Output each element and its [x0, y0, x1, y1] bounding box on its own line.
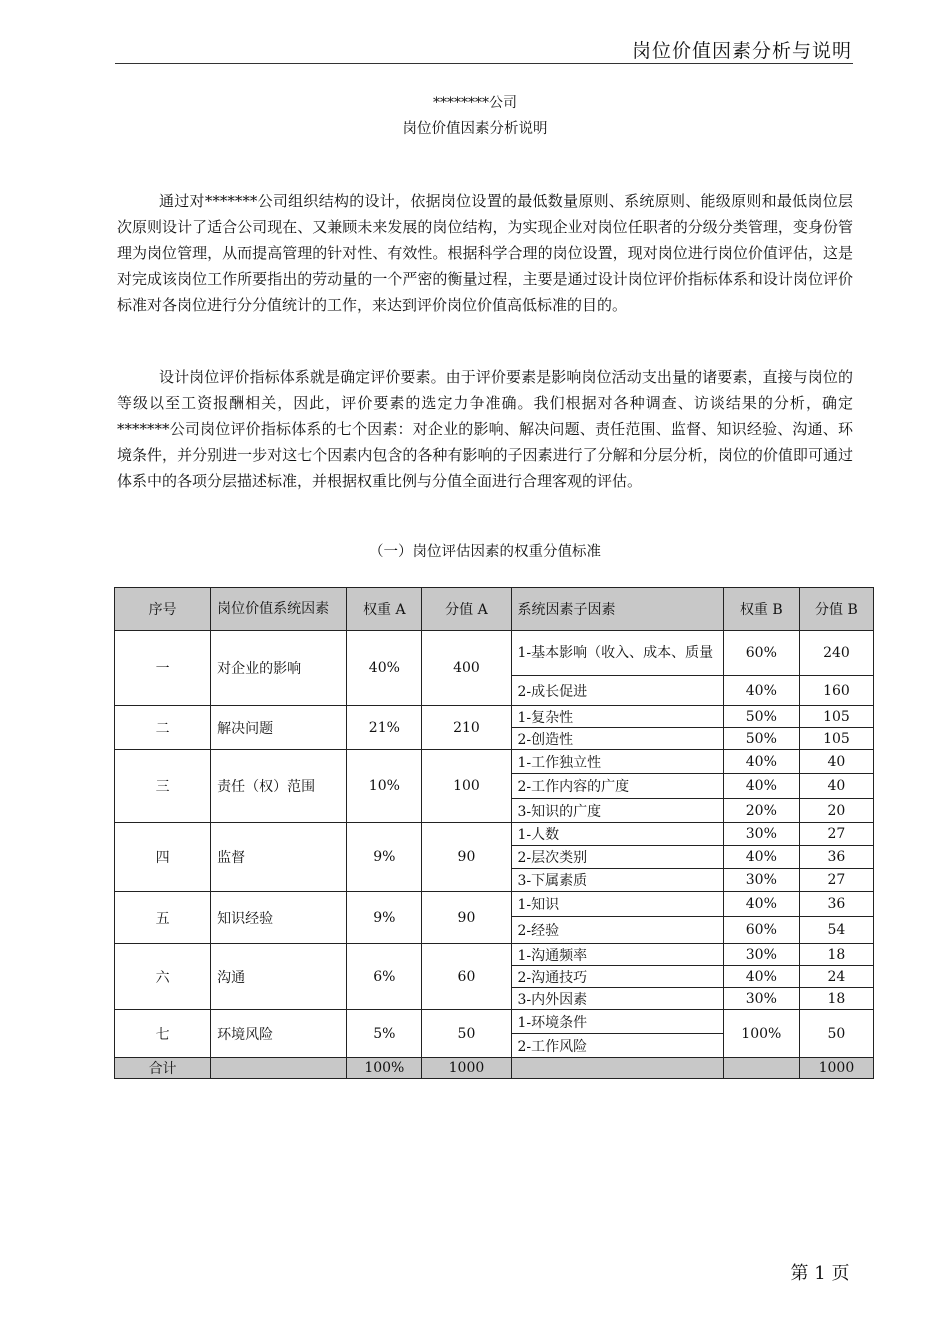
factor-score-a: 90 [422, 892, 511, 944]
subfactor-score-b: 27 [799, 869, 873, 892]
subfactor-score-b: 105 [799, 706, 873, 728]
factor-number: 三 [115, 750, 211, 823]
header-cell-weight-a: 权重 A [347, 588, 422, 631]
subfactor-score-b: 240 [799, 631, 873, 676]
subfactor-weight-b: 40% [723, 966, 799, 988]
table-caption: （一）岗位评估因素的权重分值标准 [369, 544, 601, 560]
subfactor-name: 3-内外因素 [511, 988, 723, 1010]
factor-number: 五 [115, 892, 211, 944]
subfactor-score-b: 105 [799, 728, 873, 750]
subfactor-weight-b: 30% [723, 823, 799, 846]
header-divider [115, 63, 853, 64]
subfactor-weight-b: 40% [723, 750, 799, 774]
subfactor-name: 1-环境条件 [511, 1010, 723, 1034]
subfactor-name: 3-知识的广度 [511, 799, 723, 823]
subfactor-score-b: 20 [799, 799, 873, 823]
header-cell-score-b: 分值 B [799, 588, 873, 631]
total-score-b: 1000 [799, 1058, 873, 1079]
factor-score-a: 50 [422, 1010, 511, 1058]
factor-score-a: 100 [422, 750, 511, 823]
document-title: 岗位价值因素分析说明 [402, 121, 548, 137]
subfactor-weight-b: 40% [723, 774, 799, 799]
table-row [115, 631, 874, 676]
subfactor-score-b: 18 [799, 988, 873, 1010]
total-empty-cell [511, 1058, 723, 1079]
header-cell-factor: 岗位价值系统因素 [211, 588, 347, 631]
running-header-title: 岗位价值因素分析与说明 [631, 40, 852, 62]
factor-name: 环境风险 [211, 1010, 347, 1058]
table-row [115, 892, 874, 917]
subfactor-weight-b: 50% [723, 706, 799, 728]
factor-name: 责任（权）范围 [211, 750, 347, 823]
subfactor-name: 2-工作内容的广度 [511, 774, 723, 799]
factor-weight-table [114, 587, 874, 1079]
subfactor-name: 2-沟通技巧 [511, 966, 723, 988]
factor-weight-a: 9% [347, 823, 422, 892]
subfactor-name: 1-知识 [511, 892, 723, 917]
subfactor-score-b: 36 [799, 892, 873, 917]
factor-number: 一 [115, 631, 211, 706]
total-weight-a: 100% [347, 1058, 422, 1079]
subfactor-score-b: 36 [799, 846, 873, 869]
subfactor-weight-b: 60% [723, 917, 799, 944]
factor-name: 监督 [211, 823, 347, 892]
factor-name: 沟通 [211, 944, 347, 1010]
factor-score-a: 90 [422, 823, 511, 892]
table-header-row [115, 588, 874, 631]
table-row [115, 706, 874, 728]
factor-weight-a: 6% [347, 944, 422, 1010]
intro-paragraph: 通过对*******公司组织结构的设计，依据岗位设置的最低数量原则、系统原则、能级原则和最低岗位层次原则设计了适合公司现在、又兼顾未来发展的岗位结构，为实现企业对岗位任职者的分级分类管理，变身份管理为岗位管理，从而提高管理的针对性、有效性。根据科学合理的岗位设置，现对岗位进行岗位价值评估，这是对完成该岗位工作所要指出的劳动量的一个严密的衡量过程，主要是通过设计岗位评价指标体系和设计岗位评价标准对各岗位进行分分值统计的工作，来达到评价岗位价值高低标准的目的。 [117, 192, 853, 314]
factor-name: 对企业的影响 [211, 631, 347, 706]
header-cell-weight-b: 权重 B [723, 588, 799, 631]
subfactor-weight-b: 30% [723, 944, 799, 966]
factor-score-a: 400 [422, 631, 511, 706]
table-row [115, 750, 874, 774]
subfactor-weight-b: 40% [723, 846, 799, 869]
subfactor-name: 3-下属素质 [511, 869, 723, 892]
subfactor-name: 2-创造性 [511, 728, 723, 750]
subfactor-weight-b: 30% [723, 988, 799, 1010]
subfactor-score-b: 54 [799, 917, 873, 944]
subfactor-score-b: 18 [799, 944, 873, 966]
subfactor-name: 1-基本影响（收入、成本、质量 [511, 631, 723, 676]
factor-score-a: 210 [422, 706, 511, 750]
subfactor-score-b: 160 [799, 676, 873, 706]
subfactor-weight-b: 100% [723, 1010, 799, 1058]
factor-name: 解决问题 [211, 706, 347, 750]
table-total-row [115, 1058, 874, 1079]
table-row [115, 823, 874, 846]
subfactor-name: 2-经验 [511, 917, 723, 944]
subfactor-score-b: 50 [799, 1010, 873, 1058]
subfactor-score-b: 27 [799, 823, 873, 846]
table-row [115, 1010, 874, 1034]
total-score-a: 1000 [422, 1058, 511, 1079]
subfactor-weight-b: 50% [723, 728, 799, 750]
subfactor-weight-b: 20% [723, 799, 799, 823]
subfactor-score-b: 40 [799, 750, 873, 774]
table-row [115, 944, 874, 966]
header-cell-no: 序号 [115, 588, 211, 631]
subfactor-name: 1-复杂性 [511, 706, 723, 728]
factor-number: 二 [115, 706, 211, 750]
company-name: ********公司 [433, 95, 517, 111]
factor-score-a: 60 [422, 944, 511, 1010]
subfactor-weight-b: 40% [723, 892, 799, 917]
header-cell-score-a: 分值 A [422, 588, 511, 631]
subfactor-weight-b: 30% [723, 869, 799, 892]
subfactor-score-b: 24 [799, 966, 873, 988]
factor-weight-a: 9% [347, 892, 422, 944]
subfactor-name: 2-工作风险 [511, 1034, 723, 1058]
factor-weight-a: 10% [347, 750, 422, 823]
total-label: 合计 [115, 1058, 211, 1079]
subfactor-name: 1-工作独立性 [511, 750, 723, 774]
header-cell-subfactor: 系统因素子因素 [511, 588, 723, 631]
subfactor-weight-b: 60% [723, 631, 799, 676]
subfactor-name: 2-成长促进 [511, 676, 723, 706]
factor-number: 六 [115, 944, 211, 1010]
factor-name: 知识经验 [211, 892, 347, 944]
factor-weight-a: 5% [347, 1010, 422, 1058]
subfactor-name: 1-沟通频率 [511, 944, 723, 966]
page-number: 第 1 页 [790, 1263, 850, 1284]
factor-number: 四 [115, 823, 211, 892]
method-paragraph: 设计岗位评价指标体系就是确定评价要素。由于评价要素是影响岗位活动支出量的诸要素，直接与岗位的等级以至工资报酬相关，因此，评价要素的选定力争准确。我们根据对各种调查、访谈结果的分析，确定*******公司岗位评价指标体系的七个因素：对企业的影响、解决问题、责任范围、监督、知识经验、沟通、环境条件，并分别进一步对这七个因素内包含的各种有影响的子因素进行了分解和分层分析，岗位的价值即可通过体系中的各项分层描述标准，并根据权重比例与分值全面进行合理客观的评估。 [117, 368, 853, 490]
subfactor-score-b: 40 [799, 774, 873, 799]
subfactor-name: 2-层次类别 [511, 846, 723, 869]
factor-weight-a: 40% [347, 631, 422, 706]
total-empty-cell [723, 1058, 799, 1079]
subfactor-name: 1-人数 [511, 823, 723, 846]
subfactor-weight-b: 40% [723, 676, 799, 706]
total-empty-cell [211, 1058, 347, 1079]
factor-weight-a: 21% [347, 706, 422, 750]
factor-number: 七 [115, 1010, 211, 1058]
